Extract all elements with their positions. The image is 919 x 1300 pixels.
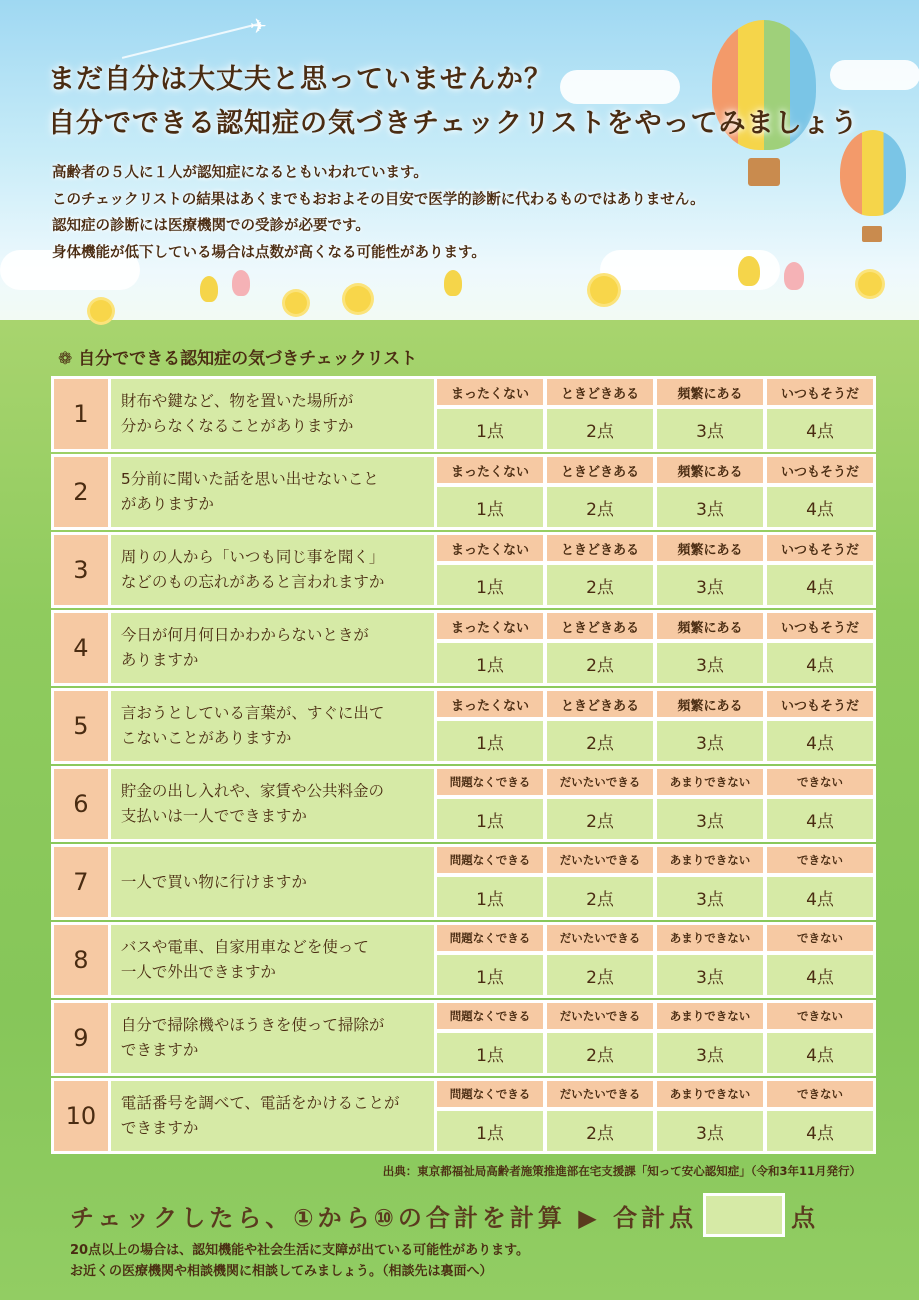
answer-option[interactable]	[767, 1081, 873, 1154]
answer-option[interactable]	[437, 769, 543, 842]
option-points: 2点	[547, 877, 653, 917]
question-line: 一人で外出できますか	[120, 963, 276, 981]
option-points: 2点	[547, 721, 653, 761]
answer-option[interactable]	[657, 379, 763, 452]
option-label: 問題なくできる	[437, 925, 543, 951]
option-points: 4点	[767, 955, 873, 995]
answer-options	[437, 379, 876, 452]
question-number: 2	[54, 457, 108, 527]
question-line: 支払いは一人でできますか	[120, 807, 307, 825]
answer-option[interactable]	[437, 925, 543, 998]
question-line: 一人で買い物に行けますか	[120, 872, 307, 891]
balloon-basket-icon	[862, 226, 882, 242]
answer-options	[437, 847, 876, 920]
total-instruction: チェックしたら、①から⑩の合計を計算 ▶ 合計点	[70, 1203, 698, 1232]
balloon-basket-icon	[748, 158, 780, 186]
question-line: 分からなくなることがありますか	[120, 417, 354, 435]
intro-text	[52, 160, 705, 266]
footer-note	[70, 1240, 529, 1282]
answer-option[interactable]	[767, 1003, 873, 1076]
total-score-row	[70, 1193, 819, 1237]
answer-option[interactable]	[767, 769, 873, 842]
option-label: 問題なくできる	[437, 769, 543, 795]
page-title	[48, 58, 859, 146]
option-points: 3点	[657, 955, 763, 995]
question-text	[111, 769, 434, 839]
option-label: できない	[767, 769, 873, 795]
answer-options	[437, 925, 876, 998]
answer-option[interactable]	[547, 1003, 653, 1076]
option-label: まったくない	[437, 457, 543, 483]
question-text	[111, 691, 434, 761]
answer-option[interactable]	[437, 379, 543, 452]
checklist-row	[51, 688, 876, 764]
checklist-row	[51, 376, 876, 452]
answer-option[interactable]	[547, 769, 653, 842]
option-label: いつもそうだ	[767, 457, 873, 483]
answer-option[interactable]	[657, 457, 763, 530]
title-line-2: 自分でできる認知症の気づきチェックリストをやってみましょう	[48, 108, 859, 139]
option-label: 頻繁にある	[657, 457, 763, 483]
option-points: 4点	[767, 1111, 873, 1151]
option-points: 2点	[547, 565, 653, 605]
question-line: 貯金の出し入れや、家賃や公共料金の	[120, 782, 385, 800]
option-label: あまりできない	[657, 925, 763, 951]
answer-option[interactable]	[437, 691, 543, 764]
answer-option[interactable]	[767, 535, 873, 608]
checklist-row	[51, 1078, 876, 1154]
answer-options	[437, 613, 876, 686]
option-points: 1点	[437, 955, 543, 995]
option-points: 2点	[547, 1033, 653, 1073]
flower-icon	[858, 272, 882, 296]
answer-option[interactable]	[437, 535, 543, 608]
answer-option[interactable]	[657, 613, 763, 686]
answer-option[interactable]	[437, 1003, 543, 1076]
option-label: 頻繁にある	[657, 379, 763, 405]
answer-option[interactable]	[767, 691, 873, 764]
airplane-icon: ✈	[250, 14, 267, 38]
question-text	[111, 457, 434, 527]
option-points: 3点	[657, 721, 763, 761]
answer-options	[437, 457, 876, 530]
answer-options	[437, 1081, 876, 1154]
flower-icon	[345, 286, 371, 312]
answer-option[interactable]	[767, 613, 873, 686]
option-points: 1点	[437, 799, 543, 839]
option-points: 2点	[547, 643, 653, 683]
option-label: まったくない	[437, 535, 543, 561]
answer-option[interactable]	[547, 535, 653, 608]
option-points: 3点	[657, 643, 763, 683]
option-label: ときどきある	[547, 457, 653, 483]
answer-option[interactable]	[437, 1081, 543, 1154]
answer-option[interactable]	[767, 847, 873, 920]
checklist-row	[51, 532, 876, 608]
answer-options	[437, 769, 876, 842]
question-text	[111, 535, 434, 605]
option-points: 1点	[437, 487, 543, 527]
question-line: 財布や鍵など、物を置いた場所が	[120, 392, 354, 410]
answer-option[interactable]	[767, 925, 873, 998]
answer-option[interactable]	[657, 769, 763, 842]
answer-option[interactable]	[547, 1081, 653, 1154]
question-line: できますか	[120, 1119, 199, 1137]
option-points: 1点	[437, 1111, 543, 1151]
option-points: 3点	[657, 487, 763, 527]
option-label: 問題なくできる	[437, 847, 543, 873]
option-label: まったくない	[437, 379, 543, 405]
option-points: 1点	[437, 565, 543, 605]
checklist-row	[51, 766, 876, 842]
footer-line: 20点以上の場合は、認知機能や社会生活に支障が出ている可能性があります。	[70, 1243, 530, 1258]
option-points: 2点	[547, 799, 653, 839]
option-label: だいたいできる	[547, 1003, 653, 1029]
option-points: 1点	[437, 877, 543, 917]
answer-options	[437, 535, 876, 608]
option-label: 問題なくできる	[437, 1003, 543, 1029]
question-line: 周りの人から「いつも同じ事を聞く」	[120, 548, 385, 566]
answer-option[interactable]	[437, 847, 543, 920]
option-points: 4点	[767, 1033, 873, 1073]
option-label: だいたいできる	[547, 847, 653, 873]
option-points: 3点	[657, 799, 763, 839]
flower-icon	[90, 300, 112, 322]
question-line: 言おうとしている言葉が、すぐに出て	[120, 704, 385, 722]
answer-options	[437, 691, 876, 764]
checklist-row	[51, 610, 876, 686]
answer-option[interactable]	[767, 457, 873, 530]
option-points: 4点	[767, 799, 873, 839]
option-label: 頻繁にある	[657, 691, 763, 717]
question-line: 電話番号を調べて、電話をかけることが	[120, 1094, 400, 1112]
question-line: こないことがありますか	[120, 729, 292, 747]
question-line: がありますか	[120, 495, 214, 513]
checklist-row	[51, 1000, 876, 1076]
option-label: あまりできない	[657, 769, 763, 795]
question-number: 7	[54, 847, 108, 917]
title-line-1: まだ自分は大丈夫と思っていませんか？	[48, 64, 552, 95]
question-number: 8	[54, 925, 108, 995]
footer-line: お近くの医療機関や相談機関に相談してみましょう。（相談先は裏面へ）	[70, 1264, 493, 1279]
answer-option[interactable]	[547, 691, 653, 764]
question-number: 10	[54, 1081, 108, 1151]
option-points: 3点	[657, 409, 763, 449]
option-points: 1点	[437, 409, 543, 449]
option-points: 3点	[657, 1111, 763, 1151]
question-line: 5分前に聞いた話を思い出せないこと	[120, 470, 379, 488]
answer-option[interactable]	[657, 925, 763, 998]
question-line: などのもの忘れがあると言われますか	[120, 573, 385, 591]
option-label: いつもそうだ	[767, 535, 873, 561]
option-label: だいたいできる	[547, 925, 653, 951]
option-label: できない	[767, 925, 873, 951]
checklist-row	[51, 844, 876, 920]
option-label: できない	[767, 1003, 873, 1029]
tulip-icon	[232, 270, 250, 296]
option-label: ときどきある	[547, 535, 653, 561]
option-label: ときどきある	[547, 691, 653, 717]
question-line: バスや電車、自家用車などを使って	[120, 938, 369, 956]
question-text	[111, 1081, 434, 1151]
question-number: 6	[54, 769, 108, 839]
option-label: できない	[767, 1081, 873, 1107]
answer-option[interactable]	[437, 457, 543, 530]
option-label: ときどきある	[547, 613, 653, 639]
answer-option[interactable]	[657, 535, 763, 608]
answer-option[interactable]	[657, 691, 763, 764]
option-points: 3点	[657, 1033, 763, 1073]
answer-option[interactable]	[437, 613, 543, 686]
question-text	[111, 847, 434, 917]
option-label: 頻繁にある	[657, 535, 763, 561]
answer-option[interactable]	[547, 457, 653, 530]
question-line: ありますか	[120, 651, 199, 669]
option-label: できない	[767, 847, 873, 873]
section-title: ❁ 自分でできる認知症の気づきチェックリスト	[58, 349, 418, 369]
question-line: できますか	[120, 1041, 199, 1059]
option-label: 問題なくできる	[437, 1081, 543, 1107]
question-number: 1	[54, 379, 108, 449]
tulip-icon	[738, 256, 760, 286]
answer-option[interactable]	[657, 847, 763, 920]
question-number: 3	[54, 535, 108, 605]
tulip-icon	[784, 262, 804, 290]
option-points: 3点	[657, 877, 763, 917]
total-score-box[interactable]	[703, 1193, 785, 1237]
tulip-icon	[444, 270, 462, 296]
option-points: 4点	[767, 565, 873, 605]
question-number: 5	[54, 691, 108, 761]
answer-option[interactable]	[547, 613, 653, 686]
question-text	[111, 379, 434, 449]
checklist-row	[51, 922, 876, 998]
question-text	[111, 613, 434, 683]
flower-icon	[590, 276, 618, 304]
option-label: まったくない	[437, 613, 543, 639]
option-label: あまりできない	[657, 1081, 763, 1107]
option-points: 2点	[547, 487, 653, 527]
flower-icon	[285, 292, 307, 314]
option-points: 1点	[437, 721, 543, 761]
option-label: あまりできない	[657, 1003, 763, 1029]
source-citation: 出典：東京都福祉局高齢者施策推進部在宅支援課「知って安心認知症」（令和3年11月発行）	[382, 1164, 861, 1178]
option-label: いつもそうだ	[767, 379, 873, 405]
question-number: 4	[54, 613, 108, 683]
question-text	[111, 925, 434, 995]
option-label: あまりできない	[657, 847, 763, 873]
option-label: 頻繁にある	[657, 613, 763, 639]
answer-option[interactable]	[547, 847, 653, 920]
question-line: 自分で掃除機やほうきを使って掃除が	[120, 1016, 385, 1034]
option-label: ときどきある	[547, 379, 653, 405]
option-points: 1点	[437, 643, 543, 683]
answer-option[interactable]	[547, 925, 653, 998]
answer-options	[437, 1003, 876, 1076]
intro-line: 身体機能が低下している場合は点数が高くなる可能性があります。	[52, 244, 486, 261]
option-points: 4点	[767, 487, 873, 527]
checklist-row	[51, 454, 876, 530]
option-points: 2点	[547, 955, 653, 995]
option-label: いつもそうだ	[767, 613, 873, 639]
option-label: だいたいできる	[547, 1081, 653, 1107]
option-points: 2点	[547, 1111, 653, 1151]
option-points: 4点	[767, 877, 873, 917]
option-points: 3点	[657, 565, 763, 605]
option-points: 4点	[767, 643, 873, 683]
option-label: だいたいできる	[547, 769, 653, 795]
option-points: 1点	[437, 1033, 543, 1073]
option-label: いつもそうだ	[767, 691, 873, 717]
intro-line: このチェックリストの結果はあくまでもおおよその目安で医学的診断に代わるものではありません。	[52, 191, 705, 208]
option-points: 4点	[767, 409, 873, 449]
option-points: 2点	[547, 409, 653, 449]
question-text	[111, 1003, 434, 1073]
total-unit: 点	[791, 1203, 820, 1232]
answer-option[interactable]	[657, 1003, 763, 1076]
answer-option[interactable]	[657, 1081, 763, 1154]
intro-line: 認知症の診断には医療機関での受診が必要です。	[52, 218, 370, 234]
intro-line: 高齢者の５人に１人が認知症になるともいわれています。	[52, 165, 428, 181]
answer-option[interactable]	[547, 379, 653, 452]
checklist-table	[51, 376, 876, 1156]
tulip-icon	[200, 276, 218, 302]
question-line: 今日が何月何日かわからないときが	[120, 626, 369, 644]
answer-option[interactable]	[767, 379, 873, 452]
option-label: まったくない	[437, 691, 543, 717]
question-number: 9	[54, 1003, 108, 1073]
option-points: 4点	[767, 721, 873, 761]
